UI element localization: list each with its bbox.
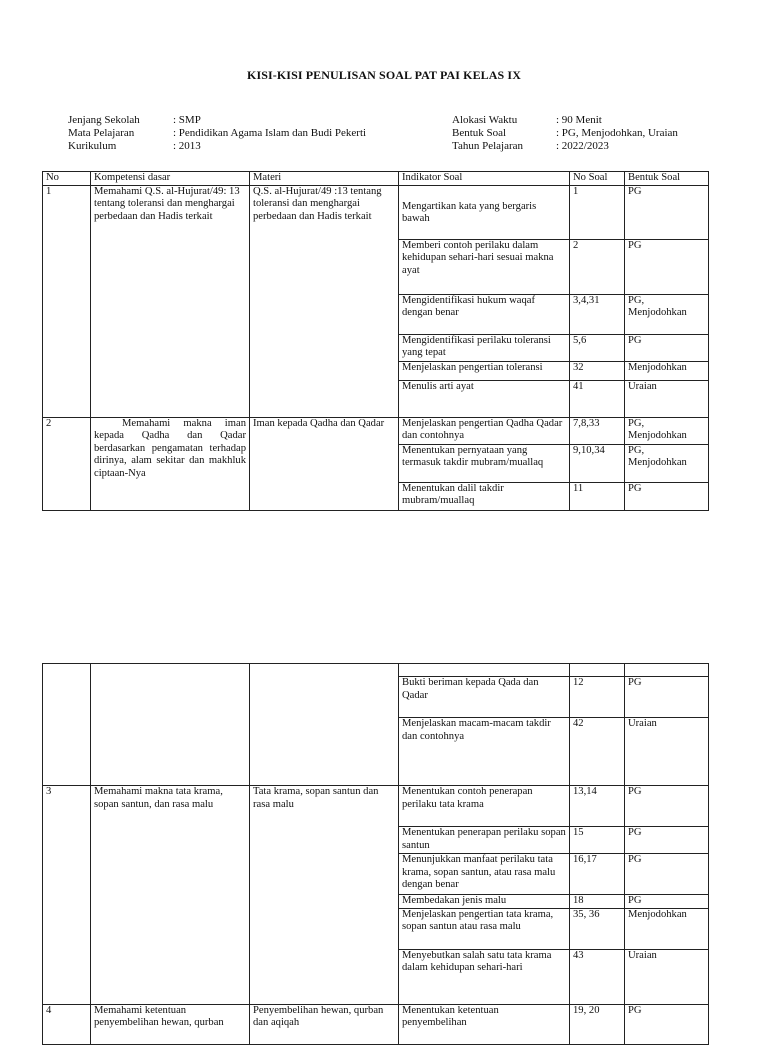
cell-bentuk: Uraian xyxy=(625,718,709,786)
header-cell: No Soal xyxy=(570,172,625,186)
meta-row xyxy=(68,140,366,153)
cell-no-soal: 35, 36 xyxy=(570,908,625,949)
cell-no-soal: 16,17 xyxy=(570,854,625,895)
meta-value: : 2013 xyxy=(173,140,201,152)
meta-row xyxy=(452,114,678,127)
cell-bentuk: PG, Menjodohkan xyxy=(625,444,709,482)
cell-bentuk: PG xyxy=(625,827,709,854)
meta-row xyxy=(68,127,366,140)
cell-indikator: Menentukan contoh penerapan perilaku tata krama xyxy=(399,786,570,827)
meta-right xyxy=(452,114,678,153)
table-row xyxy=(43,185,709,239)
cell-indikator: Bukti beriman kepada Qada dan Qadar xyxy=(399,677,570,718)
cell-indikator: Menunjukkan manfaat perilaku tata krama, sopan santun, atau rasa malu dengan benar xyxy=(399,854,570,895)
cell-indikator: Menjelaskan pengertian Qadha Qadar dan contohnya xyxy=(399,417,570,444)
cell-indikator: Menyebutkan salah satu tata krama dalam kehidupan sehari-hari xyxy=(399,949,570,1004)
cell-indikator: Mengidentifikasi hukum waqaf dengan benar xyxy=(399,294,570,334)
cell-kompetensi: Memahami ketentuan penyembelihan hewan, qurban xyxy=(91,1004,250,1044)
cell-bentuk: PG xyxy=(625,239,709,294)
cell-kompetensi: Memahami makna tata krama, sopan santun, dan rasa malu xyxy=(91,786,250,1005)
meta-label: Kurikulum xyxy=(68,140,117,152)
cell-no-soal: 5,6 xyxy=(570,334,625,361)
cell-indikator: Menjelaskan macam-macam takdir dan contohnya xyxy=(399,718,570,786)
header-cell: Kompetensi dasar xyxy=(91,172,250,186)
meta-value: : 2022/2023 xyxy=(556,140,609,152)
cell-kompetensi: Memahami makna iman kepada Qadha dan Qadar berdasarkan pengamatan terhadap dirinya, alam sekitar dan makhluk ciptaan-Nya xyxy=(91,417,250,510)
header-row xyxy=(43,172,709,186)
cell-no-soal: 18 xyxy=(570,895,625,909)
cell-no-soal: 9,10,34 xyxy=(570,444,625,482)
cell-no-soal: 41 xyxy=(570,380,625,417)
table-row xyxy=(43,417,709,444)
cell-bentuk: PG xyxy=(625,854,709,895)
header-cell: Indikator Soal xyxy=(399,172,570,186)
cell-no-soal: 42 xyxy=(570,718,625,786)
cell-no-soal: 12 xyxy=(570,677,625,718)
meta-left xyxy=(68,114,366,153)
cell-no: 3 xyxy=(43,786,91,1005)
cell-indikator: Menentukan penerapan perilaku sopan santun xyxy=(399,827,570,854)
cell-materi: Tata krama, sopan santun dan rasa malu xyxy=(250,786,399,1005)
cell-indikator: Menjelaskan pengertian tata krama, sopan santun atau rasa malu xyxy=(399,908,570,949)
header-cell: Bentuk Soal xyxy=(625,172,709,186)
cell-indikator: Menentukan ketentuan penyembelihan xyxy=(399,1004,570,1044)
cell-no-soal: 2 xyxy=(570,239,625,294)
cell-indikator: Menentukan pernyataan yang termasuk takdir mubram/muallaq xyxy=(399,444,570,482)
cell-bentuk: PG xyxy=(625,786,709,827)
cell-no-soal: 19, 20 xyxy=(570,1004,625,1044)
cell-bentuk: Uraian xyxy=(625,949,709,1004)
meta-row xyxy=(452,127,678,140)
meta-value: : PG, Menjodohkan, Uraian xyxy=(556,127,678,139)
meta-value: : SMP xyxy=(173,114,201,126)
cell-bentuk: PG xyxy=(625,1004,709,1044)
header-cell: Materi xyxy=(250,172,399,186)
cell-materi: Penyembelihan hewan, qurban dan aqiqah xyxy=(250,1004,399,1044)
grid-table-1 xyxy=(42,171,709,511)
cell-bentuk: PG xyxy=(625,895,709,909)
cell-indikator: Menulis arti ayat xyxy=(399,380,570,417)
cell-indikator: Membedakan jenis malu xyxy=(399,895,570,909)
meta-row xyxy=(452,140,678,153)
meta-row xyxy=(68,114,366,127)
cell-no: 1 xyxy=(43,185,91,417)
cell-no-soal xyxy=(570,664,625,677)
table-row xyxy=(43,786,709,827)
meta-label: Jenjang Sekolah xyxy=(68,114,140,126)
cell-kompetensi: Memahami Q.S. al-Hujurat/49: 13 tentang toleransi dan menghargai perbedaan dan Hadis terkait xyxy=(91,185,250,417)
cell-bentuk: Menjodohkan xyxy=(625,908,709,949)
table-row xyxy=(43,664,709,677)
meta-label: Mata Pelajaran xyxy=(68,127,135,139)
cell-bentuk: PG, Menjodohkan xyxy=(625,294,709,334)
table-row xyxy=(43,1004,709,1044)
cell-bentuk: PG xyxy=(625,482,709,510)
cell-no: 4 xyxy=(43,1004,91,1044)
cell-no: 2 xyxy=(43,417,91,510)
cell-no-soal: 3,4,31 xyxy=(570,294,625,334)
cell-no-soal: 15 xyxy=(570,827,625,854)
cell-materi xyxy=(250,664,399,786)
cell-indikator: Menentukan dalil takdir mubram/muallaq xyxy=(399,482,570,510)
cell-no-soal: 11 xyxy=(570,482,625,510)
grid-table-2 xyxy=(42,663,709,1045)
cell-materi: Iman kepada Qadha dan Qadar xyxy=(250,417,399,510)
meta-label: Bentuk Soal xyxy=(452,127,507,139)
meta-label: Tahun Pelajaran xyxy=(452,140,524,152)
cell-indikator: Mengidentifikasi perilaku toleransi yang tepat xyxy=(399,334,570,361)
cell-bentuk: Menjodohkan xyxy=(625,361,709,380)
meta-value: : 90 Menit xyxy=(556,114,602,126)
cell-bentuk: PG xyxy=(625,677,709,718)
header-cell: No xyxy=(43,172,91,186)
cell-indikator: Memberi contoh perilaku dalam kehidupan sehari-hari sesuai makna ayat xyxy=(399,239,570,294)
cell-bentuk xyxy=(625,664,709,677)
cell-no-soal: 43 xyxy=(570,949,625,1004)
cell-bentuk: PG, Menjodohkan xyxy=(625,417,709,444)
document-title: KISI-KISI PENULISAN SOAL PAT PAI KELAS IX xyxy=(247,68,521,82)
cell-no-soal: 32 xyxy=(570,361,625,380)
cell-no-soal: 1 xyxy=(570,185,625,239)
cell-no-soal: 13,14 xyxy=(570,786,625,827)
cell-bentuk: PG xyxy=(625,334,709,361)
cell-indikator: Menjelaskan pengertian toleransi xyxy=(399,361,570,380)
cell-no-soal: 7,8,33 xyxy=(570,417,625,444)
cell-kompetensi xyxy=(91,664,250,786)
cell-indikator: Mengartikan kata yang bergaris bawah xyxy=(399,185,570,239)
meta-value: : Pendidikan Agama Islam dan Budi Pekerti xyxy=(173,127,367,139)
cell-materi: Q.S. al-Hujurat/49 :13 tentang toleransi dan menghargai perbedaan dan Hadis terkait xyxy=(250,185,399,417)
cell-bentuk: PG xyxy=(625,185,709,239)
cell-indikator xyxy=(399,664,570,677)
meta-label: Alokasi Waktu xyxy=(452,114,518,126)
cell-bentuk: Uraian xyxy=(625,380,709,417)
cell-no xyxy=(43,664,91,786)
